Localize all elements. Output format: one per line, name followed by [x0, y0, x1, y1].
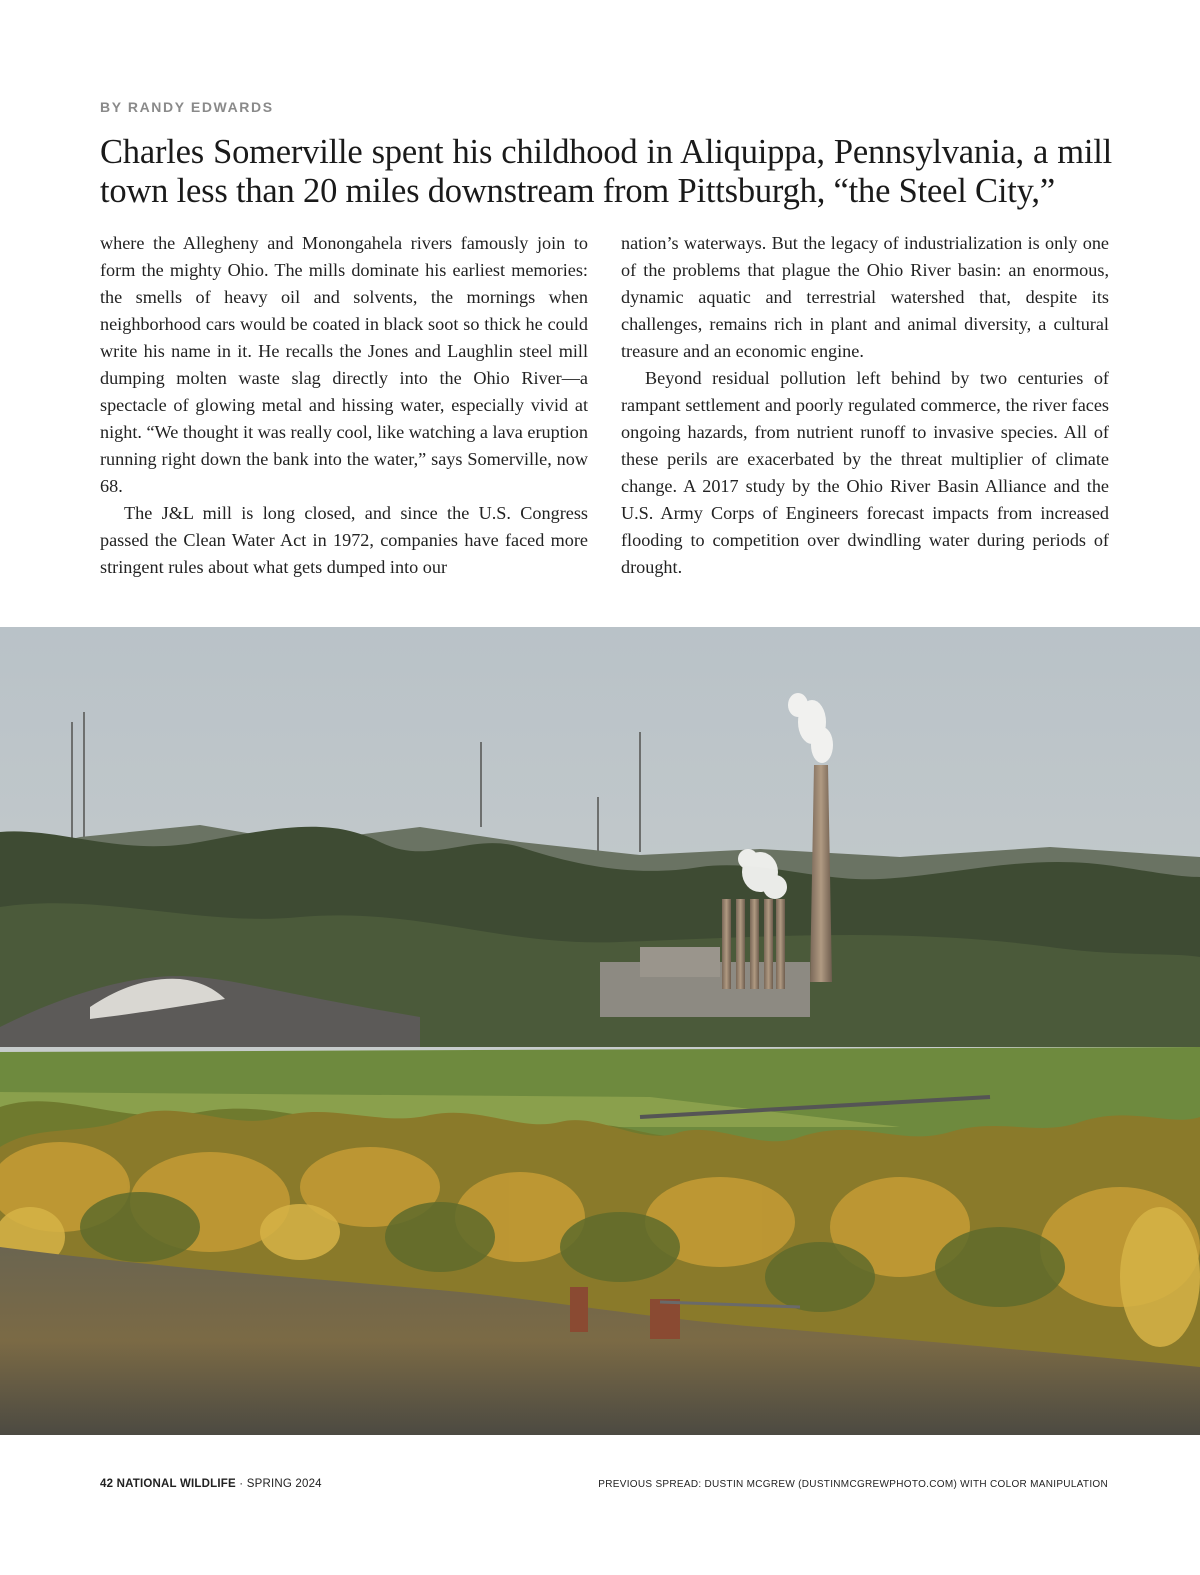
folio-separator: ·: [239, 1478, 244, 1490]
photo-credit: PREVIOUS SPREAD: DUSTIN MCGREW (DUSTINMCGREWPHOTO.COM) WITH COLOR MANIPULATION: [598, 1479, 1108, 1490]
power-plant-river-photo: [0, 627, 1200, 1435]
magazine-name: NATIONAL WILDLIFE: [116, 1478, 236, 1490]
body-paragraph: Beyond residual pollution left behind by two centuries of rampant settlement and poorly regulated commerce, the river faces ongoing hazards, from nutrient runoff to invasive species. All of these perils are exacerbated by the threat multiplier of climate change. A 2017 study by the Ohio River Basin Alliance and the U.S. Army Corps of Engineers forecast impacts from increased flooding to competition over dwindling water during periods of drought.: [621, 368, 1109, 577]
byline: BY RANDY EDWARDS: [100, 99, 274, 115]
body-column-left: [100, 230, 588, 581]
lede-paragraph: Charles Somerville spent his childhood in Aliquippa, Pennsylvania, a mill town less than 20 miles downstream from Pittsburgh, “the Steel City,”: [100, 133, 1112, 210]
page-number: 42: [100, 1478, 114, 1490]
body-paragraph: nation’s waterways. But the legacy of industrialization is only one of the problems that plague the Ohio River basin: an enormous, dynamic aquatic and terrestrial watershed that, despite its challenges, remains rich in plant and animal diversity, a cultural treasure and an economic engine.: [621, 233, 1109, 361]
body-column-right: [621, 230, 1109, 581]
body-paragraph: The J&L mill is long closed, and since the U.S. Congress passed the Clean Water Act in 1972, companies have faced more stringent rules about what gets dumped into our: [100, 503, 588, 577]
issue-date: SPRING 2024: [246, 1478, 322, 1490]
body-paragraph: where the Allegheny and Monongahela rivers famously join to form the mighty Ohio. The mills dominate his earliest memories: the smells of heavy oil and solvents, the mornings when neighborhood cars would be coated in black soot so thick he could write his name in it. He recalls the Jones and Laughlin steel mill dumping molten waste slag directly into the Ohio River—a spectacle of glowing metal and hissing water, especially vivid at night. “We thought it was really cool, like watching a lava eruption running right down the bank into the water,” says Somerville, now 68.: [100, 233, 588, 496]
folio: [100, 1478, 322, 1490]
